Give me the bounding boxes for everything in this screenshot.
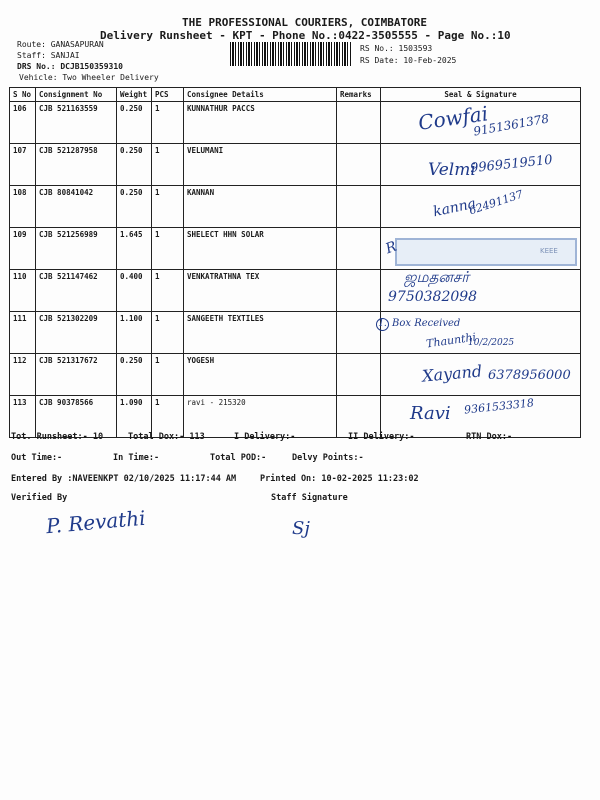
table-row <box>10 270 581 312</box>
col-header-weight: Weight <box>117 88 152 102</box>
cell-weight: 0.250 <box>117 186 152 228</box>
cell-pcs: 1 <box>152 270 184 312</box>
delvy-points: Delvy Points:- <box>292 453 364 463</box>
out-time: Out Time:- <box>11 453 63 463</box>
signature-113-name: Ravi <box>410 403 451 424</box>
cell-pcs: 1 <box>152 228 184 270</box>
cell-weight: 1.090 <box>117 396 152 438</box>
total-pod: Total POD:- <box>210 453 267 463</box>
cell-consignment: CJB 521287958 <box>36 144 117 186</box>
cell-remarks <box>337 354 381 396</box>
signature-106-phone: 9151361378 <box>472 111 550 139</box>
cell-weight: 0.400 <box>117 270 152 312</box>
cell-consignee: SANGEETH TEXTILES <box>184 312 337 354</box>
cell-remarks <box>337 102 381 144</box>
runsheet-subtitle: Delivery Runsheet - KPT - Phone No.:0422-3505555 - Page No.:10 <box>100 29 511 42</box>
cell-remarks <box>337 186 381 228</box>
stamp-text: KEEE <box>540 247 558 255</box>
cell-consignee: VELUMANI <box>184 144 337 186</box>
col-header-remarks: Remarks <box>337 88 381 102</box>
cell-remarks <box>337 228 381 270</box>
signature-108-name: kanna <box>431 195 478 221</box>
cell-consignee: YOGESH <box>184 354 337 396</box>
cell-sno: 109 <box>10 228 36 270</box>
signature-106-name: Cowfai <box>416 101 490 135</box>
table-header-row <box>10 88 581 102</box>
verified-by-label: Verified By <box>11 493 68 503</box>
signature-112-name: Xayand <box>421 361 483 386</box>
entered-by: Entered By :NAVEENKPT 02/10/2025 11:17:44 AM <box>11 474 237 484</box>
signature-110-name: ஜமதனசர் <box>404 268 470 286</box>
cell-sno: 108 <box>10 186 36 228</box>
cell-consignee: KUNNATHUR PACCS <box>184 102 337 144</box>
cell-consignment: CJB 521147462 <box>36 270 117 312</box>
signature-110-phone: 9750382098 <box>388 289 478 305</box>
vehicle-label: Vehicle: Two Wheeler Delivery <box>19 73 159 82</box>
signature-108-phone: 62491137 <box>467 187 525 218</box>
company-title: THE PROFESSIONAL COURIERS, COIMBATORE <box>182 16 428 29</box>
cell-sno: 106 <box>10 102 36 144</box>
ii-delivery: II Delivery:- <box>348 432 415 442</box>
rs-number: RS No.: 1503593 <box>360 44 433 53</box>
cell-sno: 113 <box>10 396 36 438</box>
staff-label: Staff: SANJAI <box>17 51 80 60</box>
cell-pcs: 1 <box>152 354 184 396</box>
staff-signature-label: Staff Signature <box>271 493 348 503</box>
box-received-note: Box Received <box>392 318 461 329</box>
tot-runsheet: Tot. Runsheet:- 10 <box>11 432 104 442</box>
cell-consignee: SHELECT HHN SOLAR <box>184 228 337 270</box>
cell-consignment: CJB 521163559 <box>36 102 117 144</box>
circled-number: 1. <box>376 318 389 331</box>
col-header-sno: S No <box>10 88 36 102</box>
cell-weight: 0.250 <box>117 354 152 396</box>
signature-112-phone: 6378956000 <box>488 368 571 383</box>
cell-consignee: KANNAN <box>184 186 337 228</box>
cell-pcs: 1 <box>152 186 184 228</box>
signature-111-date: 10/2/2025 <box>468 338 515 348</box>
cell-weight: 0.250 <box>117 102 152 144</box>
signature-113-phone: 9361533318 <box>463 396 535 417</box>
cell-weight: 1.100 <box>117 312 152 354</box>
signature-109-mark: R <box>383 238 399 258</box>
verified-signature: P. Revathi <box>45 505 147 539</box>
i-delivery: I Delivery:- <box>234 432 296 442</box>
cell-weight: 1.645 <box>117 228 152 270</box>
signature-111-name: Thaunthi <box>425 330 477 351</box>
cell-pcs: 1 <box>152 144 184 186</box>
in-time: In Time:- <box>113 453 160 463</box>
cell-weight: 0.250 <box>117 144 152 186</box>
col-header-pcs: PCS <box>152 88 184 102</box>
rtn-dox: RTN Dox:- <box>466 432 513 442</box>
signature-107-phone: 9969519510 <box>469 152 554 177</box>
signature-111-note <box>376 318 460 331</box>
col-header-consignment: Consignment No <box>36 88 117 102</box>
col-header-signature: Seal & Signature <box>381 88 581 102</box>
staff-signature: Sj <box>292 518 310 539</box>
cell-pcs: 1 <box>152 102 184 144</box>
cell-consignee: VENKATRATHNA TEX <box>184 270 337 312</box>
cell-consignment: CJB 80841042 <box>36 186 117 228</box>
signature-107-name: Velmi <box>428 160 476 180</box>
rs-date: RS Date: 10-Feb-2025 <box>360 56 457 65</box>
cell-remarks <box>337 312 381 354</box>
cell-consignment: CJB 521317672 <box>36 354 117 396</box>
cell-remarks <box>337 144 381 186</box>
cell-sno: 107 <box>10 144 36 186</box>
cell-consignment: CJB 521302209 <box>36 312 117 354</box>
drs-number: DRS No.: DCJB150359310 <box>17 62 123 71</box>
printed-on: Printed On: 10-02-2025 11:23:02 <box>260 474 419 484</box>
cell-pcs: 1 <box>152 312 184 354</box>
cell-consignment: CJB 521256989 <box>36 228 117 270</box>
cell-consignee: ravi - 215320 <box>184 396 337 438</box>
cell-pcs: 1 <box>152 396 184 438</box>
cell-sno: 112 <box>10 354 36 396</box>
cell-remarks <box>337 270 381 312</box>
barcode-image <box>230 42 352 66</box>
total-dox: Total Dox:- 113 <box>128 432 205 442</box>
cell-sno: 110 <box>10 270 36 312</box>
route-label: Route: GANASAPURAN <box>17 40 104 49</box>
cell-sno: 111 <box>10 312 36 354</box>
col-header-consignee: Consignee Details <box>184 88 337 102</box>
cell-consignment: CJB 90378566 <box>36 396 117 438</box>
